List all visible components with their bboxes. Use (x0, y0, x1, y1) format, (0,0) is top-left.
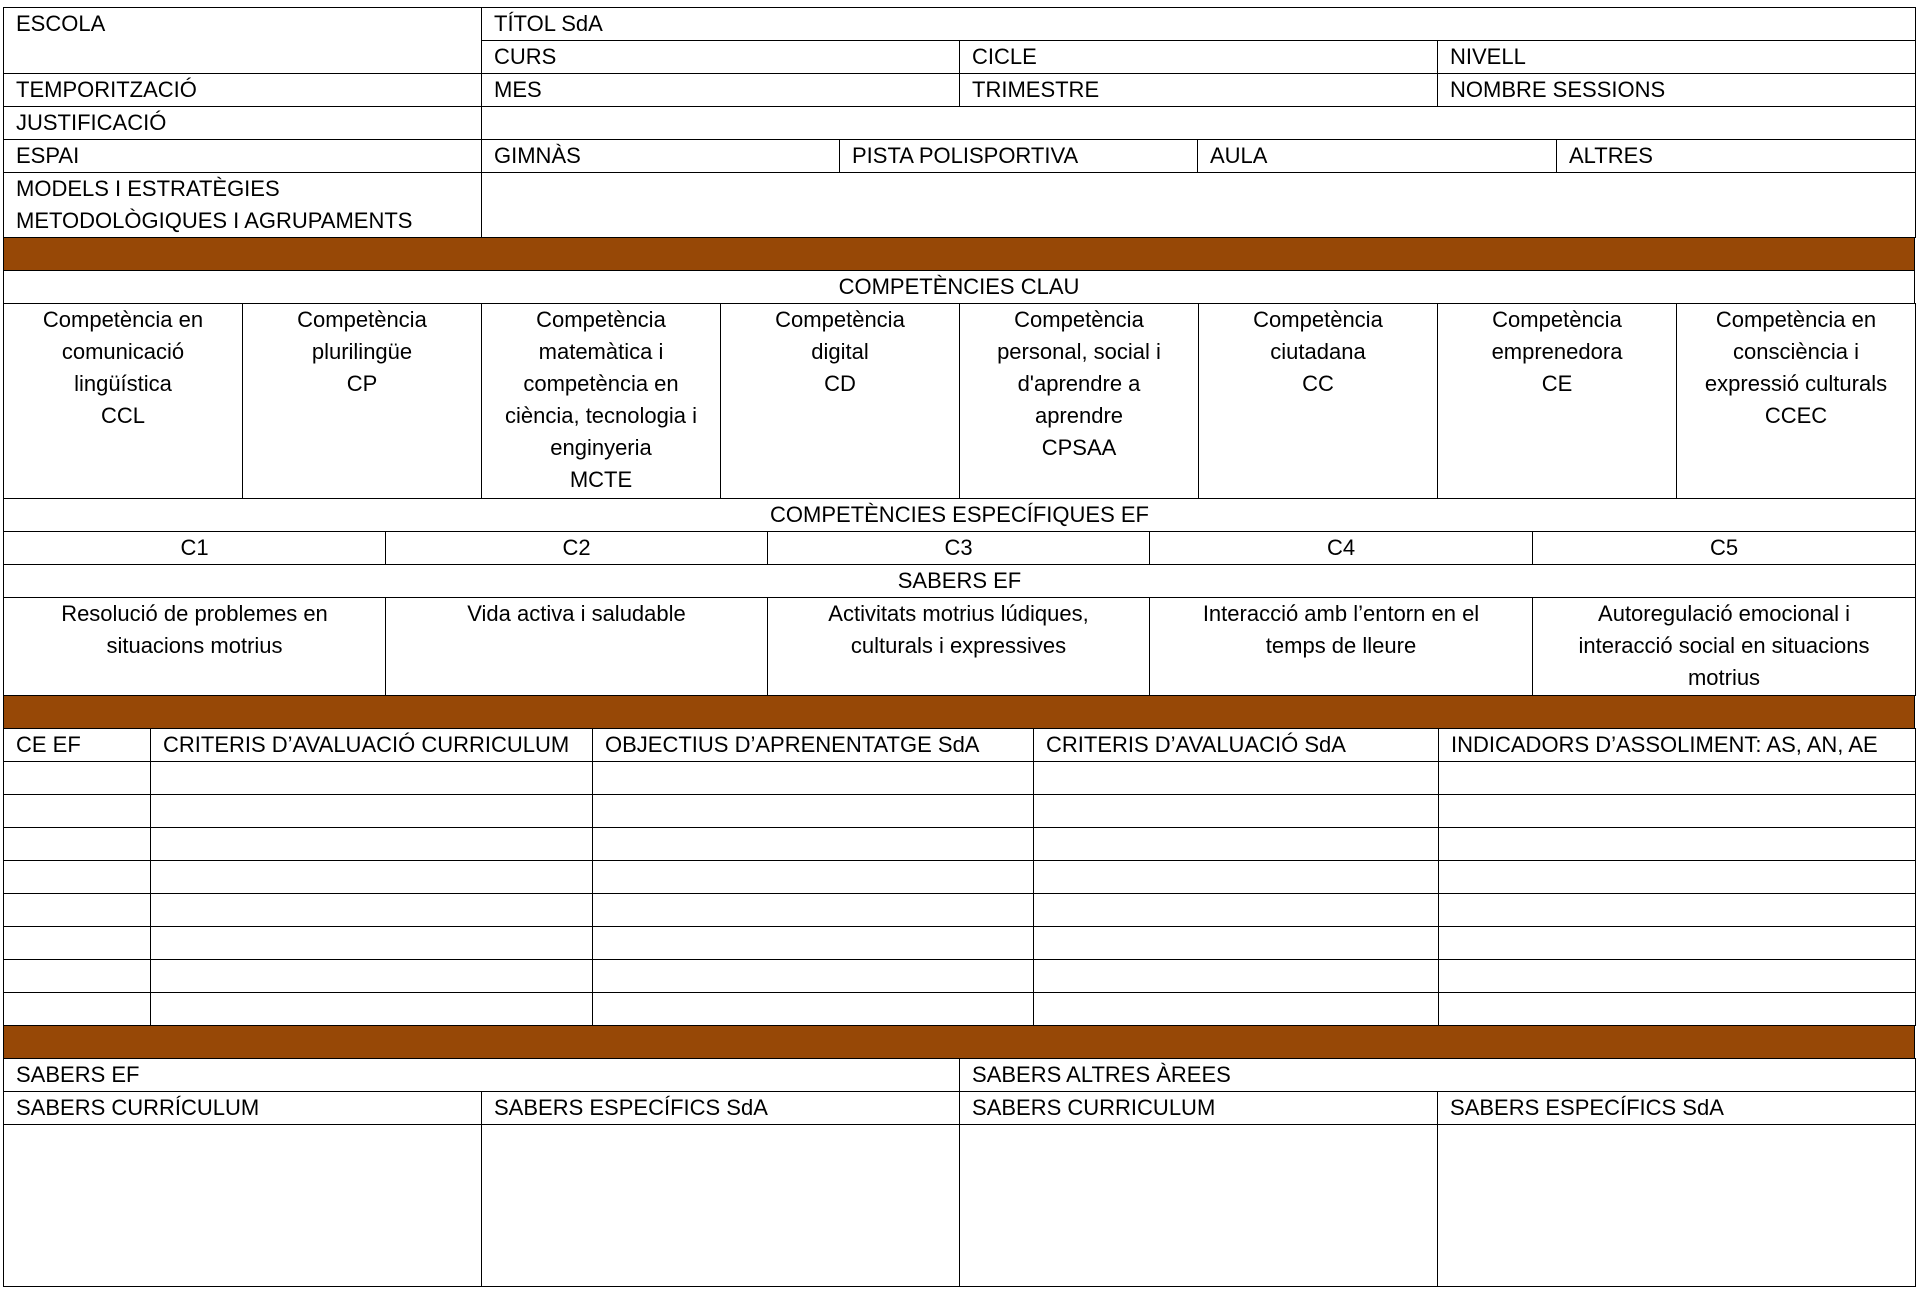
cell-ce-ef[interactable] (4, 927, 151, 960)
competencia-cc (1199, 304, 1438, 499)
cell-indicadors[interactable] (1439, 795, 1916, 828)
models-field[interactable] (482, 173, 1916, 238)
sabers-ef-header: SABERS EF (4, 1059, 960, 1092)
models-label-line-2: METODOLÒGIQUES I AGRUPAMENTS (16, 208, 413, 233)
brown-separator (4, 1026, 1915, 1059)
general-info-table (3, 7, 1916, 140)
trimestre-label: TRIMESTRE (960, 74, 1438, 107)
ce-code: CE (1541, 371, 1573, 396)
cell-criteris-sda[interactable] (1034, 861, 1439, 894)
cell-ce-ef[interactable] (4, 960, 151, 993)
table-row (4, 894, 1916, 927)
competencia-cpsaa (960, 304, 1199, 499)
cc-line: Competència (1253, 307, 1383, 332)
mcte-code: MCTE (569, 467, 633, 492)
table-row (4, 762, 1916, 795)
competencies-especifiques-title: COMPETÈNCIES ESPECÍFIQUES EF (4, 499, 1916, 532)
header-objectius: OBJECTIUS D’APRENENTATGE SdA (593, 729, 1034, 762)
ccec-line: consciència i (1733, 339, 1859, 364)
competencia-c2: C2 (386, 532, 768, 565)
mcte-line: matemàtica i (538, 339, 664, 364)
cp-line: plurilingüe (311, 339, 413, 364)
ccec-line: expressió culturals (1704, 371, 1888, 396)
competencia-ccec (1677, 304, 1916, 499)
espai-table (3, 139, 1916, 173)
competencies-clau-title: COMPETÈNCIES CLAU (4, 271, 1915, 304)
header-criteris-curriculum: CRITERIS D’AVALUACIÓ CURRICULUM (151, 729, 593, 762)
saber-autoregulacio (1533, 598, 1916, 696)
cell-criteris-curriculum[interactable] (151, 960, 593, 993)
models-label-line-1: MODELS I ESTRATÈGIES (16, 176, 280, 201)
table-row (4, 861, 1916, 894)
ce-line: emprenedora (1491, 339, 1623, 364)
models-label (4, 173, 482, 238)
ccl-line: lingüística (74, 371, 172, 396)
cell-criteris-curriculum[interactable] (151, 894, 593, 927)
espai-pista: PISTA POLISPORTIVA (840, 140, 1198, 173)
competencia-mcte (482, 304, 721, 499)
cell-objectius[interactable] (593, 795, 1034, 828)
espai-altres: ALTRES (1557, 140, 1916, 173)
saber-resolucio (4, 598, 386, 696)
cell-ce-ef[interactable] (4, 762, 151, 795)
cell-objectius[interactable] (593, 993, 1034, 1026)
cell-indicadors[interactable] (1439, 894, 1916, 927)
cell-objectius[interactable] (593, 927, 1034, 960)
cell-criteris-sda[interactable] (1034, 795, 1439, 828)
sabers-especifics-ef-field[interactable] (482, 1125, 960, 1287)
cell-ce-ef[interactable] (4, 795, 151, 828)
mcte-line: enginyeria (550, 435, 652, 460)
cd-line: digital (811, 339, 869, 364)
cell-criteris-sda[interactable] (1034, 993, 1439, 1026)
temporitzacio-label: TEMPORITZACIÓ (4, 74, 482, 107)
cell-criteris-sda[interactable] (1034, 960, 1439, 993)
sabers-curriculum-ef-header: SABERS CURRÍCULUM (4, 1092, 482, 1125)
saber-line: culturals i expressives (850, 633, 1067, 658)
cpsaa-line: aprendre (1034, 403, 1124, 428)
brown-separator (4, 238, 1915, 271)
saber-line: situacions motrius (106, 633, 283, 658)
cell-indicadors[interactable] (1439, 927, 1916, 960)
brown-separator (4, 696, 1915, 729)
sabers-curriculum-altres-header: SABERS CURRICULUM (960, 1092, 1438, 1125)
cell-criteris-sda[interactable] (1034, 828, 1439, 861)
justificacio-field[interactable] (482, 107, 1916, 140)
saber-activitats-ludiques (768, 598, 1150, 696)
cell-indicadors[interactable] (1439, 960, 1916, 993)
espai-label: ESPAI (4, 140, 482, 173)
ccec-line: Competència en (1715, 307, 1877, 332)
cell-criteris-sda[interactable] (1034, 894, 1439, 927)
cicle-label: CICLE (960, 41, 1438, 74)
cell-ce-ef[interactable] (4, 993, 151, 1026)
header-ce-ef: CE EF (4, 729, 151, 762)
espai-aula: AULA (1198, 140, 1557, 173)
table-row (4, 927, 1916, 960)
ccl-code: CCL (100, 403, 145, 428)
saber-line: Activitats motrius lúdiques, (828, 601, 1089, 626)
competencia-ce (1438, 304, 1677, 499)
table-row (4, 993, 1916, 1026)
cell-criteris-curriculum[interactable] (151, 861, 593, 894)
mes-label: MES (482, 74, 960, 107)
saber-line: Autoregulació emocional i (1598, 601, 1850, 626)
separator-1 (3, 237, 1915, 271)
cell-objectius[interactable] (593, 861, 1034, 894)
justificacio-label: JUSTIFICACIÓ (4, 107, 482, 140)
sabers-especifics-altres-header: SABERS ESPECÍFICS SdA (1438, 1092, 1916, 1125)
sabers-table (3, 1058, 1916, 1287)
mcte-line: Competència (536, 307, 666, 332)
curs-label: CURS (482, 41, 960, 74)
cell-criteris-curriculum[interactable] (151, 927, 593, 960)
saber-interaccio-entorn (1150, 598, 1533, 696)
competencia-c5: C5 (1533, 532, 1916, 565)
cell-criteris-sda[interactable] (1034, 762, 1439, 795)
saber-line: motrius (1687, 665, 1761, 690)
saber-line: Vida activa i saludable (467, 601, 686, 626)
cell-indicadors[interactable] (1439, 828, 1916, 861)
cd-line: Competència (775, 307, 905, 332)
models-table (3, 172, 1916, 238)
titol-label: TÍTOL SdA (482, 8, 1916, 41)
table-row (4, 828, 1916, 861)
competencies-especifiques-table (3, 498, 1916, 696)
cell-objectius[interactable] (593, 828, 1034, 861)
mcte-line: competència en (523, 371, 679, 396)
cell-criteris-curriculum[interactable] (151, 762, 593, 795)
escola-label: ESCOLA (4, 8, 482, 74)
sabers-especifics-altres-field[interactable] (1438, 1125, 1916, 1287)
espai-gimnas: GIMNÀS (482, 140, 840, 173)
competencies-clau-table (3, 270, 1915, 304)
ce-line: Competència (1492, 307, 1622, 332)
separator-3 (3, 1025, 1915, 1059)
cell-ce-ef[interactable] (4, 894, 151, 927)
cell-objectius[interactable] (593, 960, 1034, 993)
ccl-line: Competència en (42, 307, 204, 332)
sabers-ef-title: SABERS EF (4, 565, 1916, 598)
competencia-ccl (4, 304, 243, 499)
saber-vida-activa (386, 598, 768, 696)
cell-criteris-sda[interactable] (1034, 927, 1439, 960)
cpsaa-line: personal, social i (997, 339, 1161, 364)
cell-criteris-curriculum[interactable] (151, 795, 593, 828)
cc-line: ciutadana (1270, 339, 1366, 364)
saber-line: interacció social en situacions (1578, 633, 1870, 658)
competencies-clau-grid (3, 303, 1916, 499)
sda-template-form (3, 7, 1915, 1287)
table-row (4, 795, 1916, 828)
cell-objectius[interactable] (593, 762, 1034, 795)
ccl-line: comunicació (61, 339, 185, 364)
cpsaa-code: CPSAA (1041, 435, 1117, 460)
nombre-sessions-label: NOMBRE SESSIONS (1438, 74, 1916, 107)
saber-line: Interacció amb l’entorn en el (1202, 601, 1480, 626)
cell-indicadors[interactable] (1439, 861, 1916, 894)
nivell-label: NIVELL (1438, 41, 1916, 74)
competencia-c4: C4 (1150, 532, 1533, 565)
sabers-especifics-ef-header: SABERS ESPECÍFICS SdA (482, 1092, 960, 1125)
sabers-altres-header: SABERS ALTRES ÀREES (960, 1059, 1916, 1092)
ccec-code: CCEC (1764, 403, 1828, 428)
cell-indicadors[interactable] (1439, 762, 1916, 795)
saber-line: temps de lleure (1265, 633, 1417, 658)
separator-2 (3, 695, 1915, 729)
cell-objectius[interactable] (593, 894, 1034, 927)
sabers-curriculum-ef-field[interactable] (4, 1125, 482, 1287)
mcte-line: ciència, tecnologia i (504, 403, 697, 428)
competencia-cd (721, 304, 960, 499)
cell-criteris-curriculum[interactable] (151, 993, 593, 1026)
header-indicadors: INDICADORS D’ASSOLIMENT: AS, AN, AE (1439, 729, 1916, 762)
cpsaa-line: Competència (1014, 307, 1144, 332)
cell-criteris-curriculum[interactable] (151, 828, 593, 861)
sabers-curriculum-altres-field[interactable] (960, 1125, 1438, 1287)
cell-ce-ef[interactable] (4, 861, 151, 894)
table-row (4, 960, 1916, 993)
cp-line: Competència (297, 307, 427, 332)
competencia-c3: C3 (768, 532, 1150, 565)
cpsaa-line: d'aprendre a (1017, 371, 1141, 396)
cell-indicadors[interactable] (1439, 993, 1916, 1026)
cc-code: CC (1302, 371, 1334, 396)
avaluacio-table (3, 728, 1916, 1026)
competencia-cp (243, 304, 482, 499)
cd-code: CD (824, 371, 856, 396)
competencia-c1: C1 (4, 532, 386, 565)
header-criteris-sda: CRITERIS D’AVALUACIÓ SdA (1034, 729, 1439, 762)
cp-code: CP (346, 371, 378, 396)
saber-line: Resolució de problemes en (61, 601, 328, 626)
cell-ce-ef[interactable] (4, 828, 151, 861)
